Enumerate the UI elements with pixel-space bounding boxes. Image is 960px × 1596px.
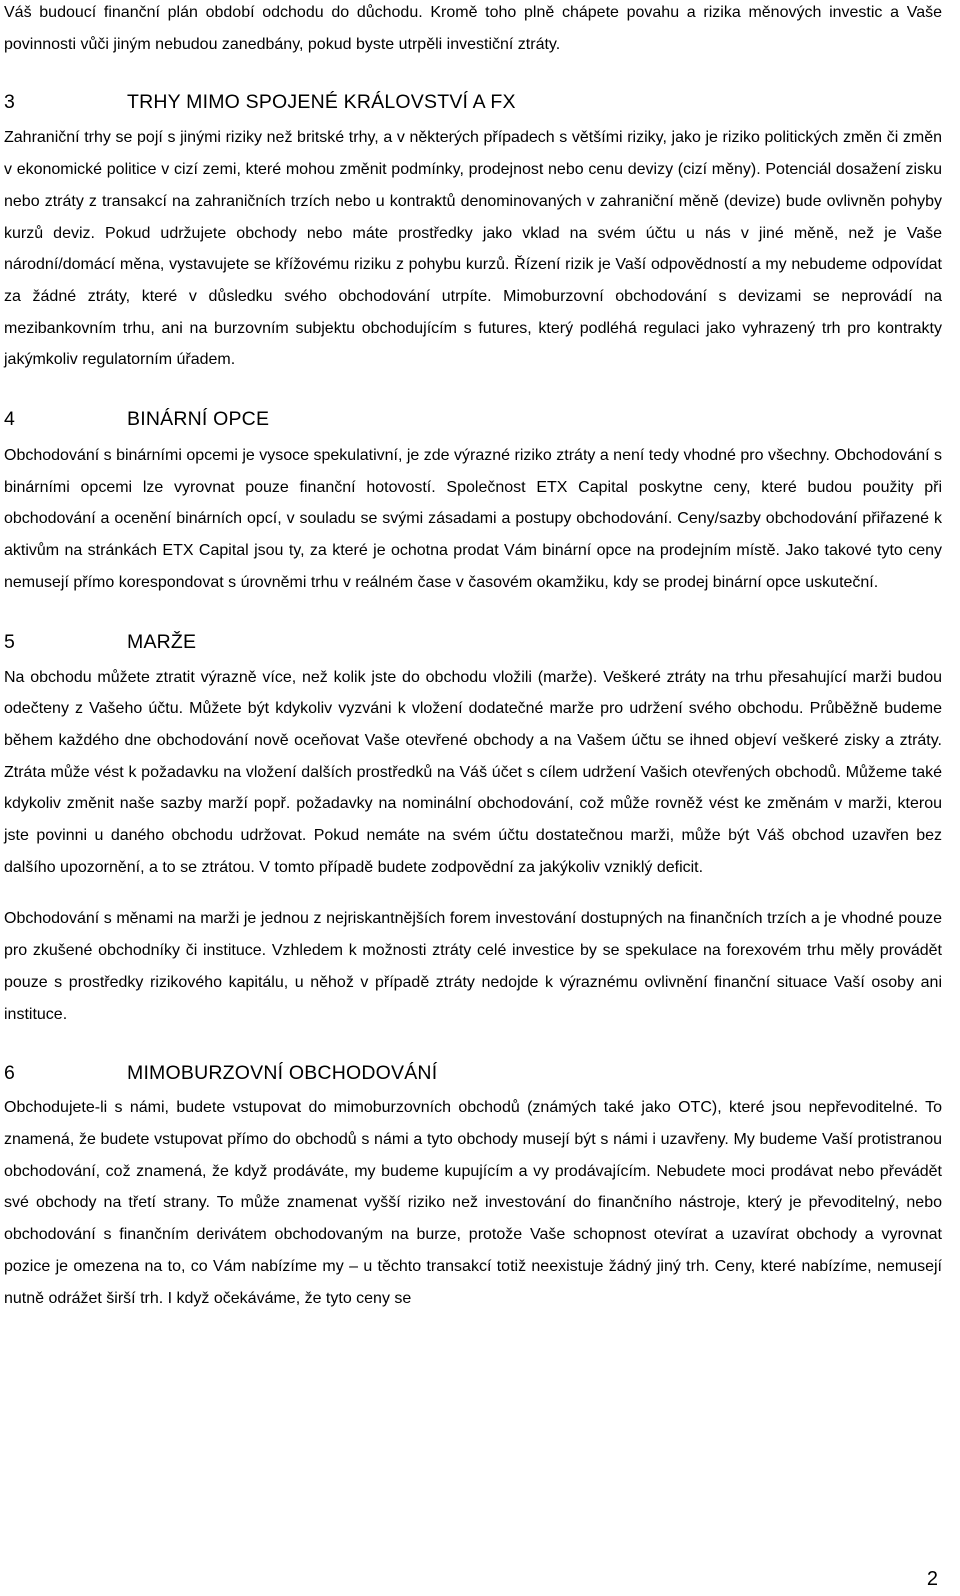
page-number: 2 <box>926 1568 938 1590</box>
section-5 <box>4 629 942 1031</box>
section-paragraph: Na obchodu můžete ztratit výrazně více, než kolik jste do obchodu vložili (marže). Veškeré ztráty na trhu přesahující marži budou odečteny z Vašeho účtu. Můžete být kdykoliv vyzváni k vložení dodatečné marže pro udržení svého obchodu. Průběžně budeme během každého dne obchodování nově oceňovat Vaše otevřené obchody a na Vašem účtu se ihned objeví veškeré zisky a ztráty. Ztráta může vést k požadavku na vložení dalších prostředků na Váš účet s cílem udržení Vašich otevřených obchodů. Můžeme také kdykoliv změnit naše sazby marží popř. požadavky na nominální obchodování, což může rovněž vést ke změnám v marži, kterou jste povinni u daného obchodu udržovat. Pokud nemáte na svém účtu dostatečnou marži, může být Váš obchod uzavřen bez dalšího upozornění, a to se ztrátou. V tomto případě budete zodpovědní za jakýkoliv vzniklý deficit. <box>4 668 942 876</box>
section-paragraph: Zahraniční trhy se pojí s jinými riziky než britské trhy, a v některých případech s většími riziky, jako je riziko politických změn či změn v ekonomické politice v cizí zemi, které mohou změnit podmínky, prodejnost nebo cenu devizy (cizí měny). Potenciál dosažení zisku nebo ztráty z transakcí na zahraničních trzích nebo u kontraktů denominovaných v zahraniční měně (devize) bude ovlivněn pohyby kurzů deviz. Pokud udržujete obchody nebo máte prostředky jako vklad na svém účtu u nás v jiné měně, než je Vaše národní/domácí měna, vystavujete se křížovému riziku z pohybu kurzů. Řízení rizik je Vaší odpovědností a my nebudeme odpovídat za žádné ztráty, které v důsledku svého obchodování utrpíte. Mimoburzovní obchodování s devizami se neprovádí na mezibankovním trhu, ani na burzovním subjektu obchodujícím s futures, který podléhá regulaci jako vyhrazený trh pro kontrakty jakýmkoliv regulatorním úřadem. <box>4 129 942 369</box>
section-heading <box>4 406 942 432</box>
section-heading <box>4 629 942 655</box>
section-paragraph: Obchodujete-li s námi, budete vstupovat do mimoburzovních obchodů (známých také jako OTC), které jsou nepřevoditelné. To znamená, že budete vstupovat přímo do obchodů s námi a tyto obchody musejí být s námi i uzavřeny. My budeme Vaší protistranou obchodování, což znamená, že když prodáváte, my budeme kupujícím a vy prodávajícím. Nebudete moci prodávat nebo převádět své obchody na třetí strany. To může znamenat vyšší riziko než investování do finančního nástroje, který je převoditelný, nebo obchodování s finančním derivátem obchodovaným na burze, protože Vaše schopnost otevírat a uzavírat obchody a vyrovnat pozice je omezena na to, co Vám nabízíme my – u těchto transakcí totiž neexistuje žádný jiný trh. Ceny, které nabízíme, nemusejí nutně odrážet širší trh. I když očekáváme, že tyto ceny se <box>4 1099 942 1307</box>
section-heading <box>4 1060 942 1086</box>
section-paragraph: Obchodování s binárními opcemi je vysoce spekulativní, je zde výrazné riziko ztráty a není tedy vhodné pro všechny. Obchodování s binárními opcemi lze vyrovnat pouze finanční hotovostí. Společnost ETX Capital poskytne ceny, které budou použity při obchodování a ocenění binárních opcí, v souladu se svými zásadami a postupy obchodování. Ceny/sazby obchodování přiřazené k aktivům na stránkách ETX Capital jsou ty, za které je ochotna prodat Vám binární opce na prodejním místě. Jako takové tyto ceny nemusejí přímo korespondovat s úrovněmi trhu v reálném čase v časovém okamžiku, kdy se prodej binární opce uskuteční. <box>4 447 942 591</box>
section-number: 5 <box>4 630 15 653</box>
section-heading <box>4 89 942 115</box>
section-6 <box>4 1060 942 1314</box>
section-number: 4 <box>4 408 15 431</box>
section-title: TRHY MIMO SPOJENÉ KRÁLOVSTVÍ A FX <box>127 91 516 114</box>
section-title: MIMOBURZOVNÍ OBCHODOVÁNÍ <box>127 1062 438 1085</box>
intro-paragraph: Váš budoucí finanční plán období odchodu do důchodu. Kromě toho plně chápete povahu a rizika měnových investic a Vaše povinnosti vůči jiným nebudou zanedbány, pokud byste utrpěli investiční ztráty. <box>4 4 942 53</box>
section-paragraph: Obchodování s měnami na marži je jednou z nejriskantnějších forem investování dostupných na finančních trzích a je vhodné pouze pro zkušené obchodníky či instituce. Vzhledem k možnosti ztráty celé investice by se spekulace na forexovém trhu měly provádět pouze s prostředky rizikového kapitálu, u něhož v případě ztráty nedojde k výraznému ovlivnění finanční situace Vaší osoby ani instituce. <box>4 910 942 1023</box>
section-3 <box>4 89 942 376</box>
section-number: 6 <box>4 1062 15 1085</box>
section-title: MARŽE <box>127 630 197 653</box>
section-4 <box>4 406 942 599</box>
page-content <box>4 0 942 1314</box>
section-number: 3 <box>4 91 15 114</box>
section-title: BINÁRNÍ OPCE <box>127 408 270 431</box>
